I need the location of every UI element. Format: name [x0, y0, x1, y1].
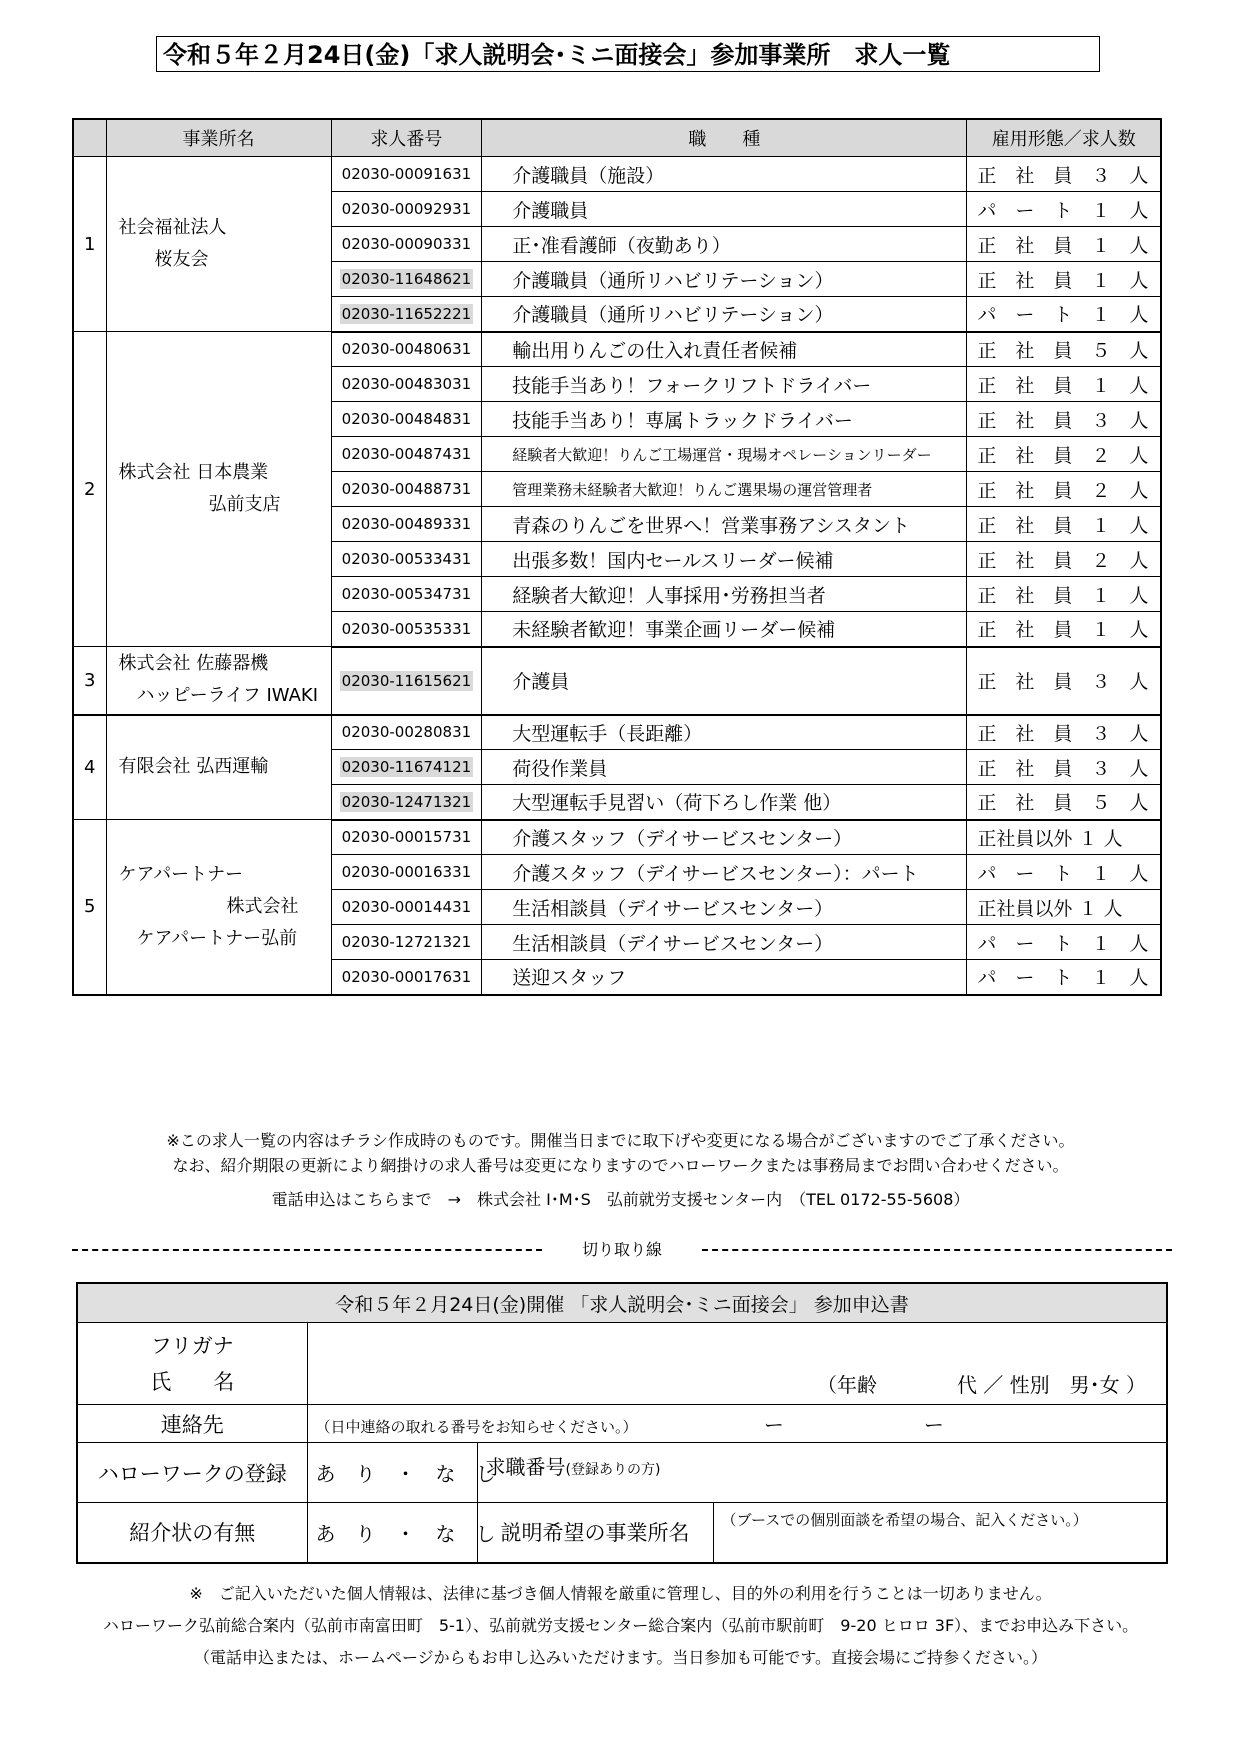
company-name: [106, 157, 331, 332]
job-number-cell: [331, 890, 482, 925]
cut-label: 切り取り線: [581, 1240, 662, 1259]
employment-type-count: 正 社 員 １ 人: [967, 367, 1161, 402]
job-number: 02030-00092931: [341, 200, 472, 218]
job-number-cell: [331, 297, 482, 332]
job-title: 大型運転手見習い（荷下ろし作業 他）: [482, 785, 967, 820]
cut-line: [72, 1238, 1172, 1262]
job-number-cell: [331, 820, 482, 855]
employment-type-count: 正 社 員 ２ 人: [967, 542, 1161, 577]
name-label-cell: [77, 1323, 307, 1405]
table-row: [73, 157, 1161, 192]
employment-type-count: 正 社 員 １ 人: [967, 262, 1161, 297]
seeker-number-field[interactable]: [477, 1443, 1167, 1503]
job-number: 02030-00091631: [341, 165, 472, 183]
job-title: 介護員: [482, 647, 967, 715]
job-number-cell: [331, 367, 482, 402]
table-row: [73, 715, 1161, 750]
job-listing-body: [73, 157, 1161, 995]
company-number: 2: [73, 332, 106, 647]
job-title: 正･准看護師（夜勤あり）: [482, 227, 967, 262]
company-name: [106, 820, 331, 995]
employment-type-count: 正 社 員 ３ 人: [967, 750, 1161, 785]
employment-type-count: 正 社 員 ５ 人: [967, 785, 1161, 820]
disclaimer-notes: [0, 1128, 1241, 1212]
company-name-line: 有限会社 弘西運輸: [118, 756, 269, 778]
header-company: 事業所名: [106, 119, 331, 157]
application-form: [76, 1282, 1168, 1564]
employment-type-count: 正 社 員 ５ 人: [967, 332, 1161, 367]
employment-type-count: 正 社 員 ２ 人: [967, 472, 1161, 507]
company-preference-field[interactable]: [713, 1503, 1167, 1563]
company-number: 3: [73, 647, 106, 715]
job-number: 02030-00484831: [341, 410, 472, 428]
job-title: 青森のりんごを世界へ！営業事務アシスタント: [482, 507, 967, 542]
header-job-number: 求人番号: [331, 119, 482, 157]
employment-type-count: 正 社 員 ２ 人: [967, 437, 1161, 472]
table-header-row: [73, 119, 1161, 157]
job-title: 送迎スタッフ: [482, 960, 967, 995]
contact-hint: （日中連絡の取れる番号をお知らせください。）: [315, 1418, 638, 1436]
job-number: 02030-00489331: [341, 515, 472, 533]
job-title: 介護スタッフ（デイサービスセンター）: [482, 820, 967, 855]
cut-dash-right: [702, 1249, 1172, 1251]
company-name-line: 桜友会: [118, 249, 209, 270]
company-name: [106, 647, 331, 715]
employment-type-count: 正 社 員 ３ 人: [967, 715, 1161, 750]
job-number: 02030-00017631: [341, 967, 472, 986]
job-number: 02030-12721321: [341, 933, 472, 951]
job-title: 生活相談員（デイサービスセンター）: [482, 925, 967, 960]
employment-type-count: 正 社 員 ３ 人: [967, 647, 1161, 715]
age-gender-field[interactable]: （年齢 代 ／ 性別 男･女 ）: [816, 1373, 1147, 1397]
header-employment: 雇用形態／求人数: [967, 119, 1161, 157]
company-number: 4: [73, 715, 106, 820]
table-row: [73, 647, 1161, 715]
seeker-number-label: 求職番号: [485, 1455, 566, 1479]
job-number-cell: [331, 542, 482, 577]
phone-note: 電話申込はこちらまで → 株式会社 I･M･S 弘前就労支援センター内 （TEL 0172-55-5608）: [271, 1190, 970, 1209]
company-preference-hint: （ブースでの個別面談を希望の場合、記入ください。）: [721, 1511, 1088, 1529]
footer-line-1: ※ ご記入いただいた個人情報は、法律に基づき個人情報を厳重に管理し、目的外の利用を行うことは一切ありません。: [189, 1584, 1052, 1603]
job-number-cell: [331, 647, 482, 715]
note-line-1: ※この求人一覧の内容はチラシ作成時のものです。開催当日までに取下げや変更になる場合がございますのでご了承ください。: [166, 1131, 1075, 1150]
job-number-cell: [331, 507, 482, 542]
job-number: 02030-11652221: [341, 304, 472, 323]
job-title: 未経験者歓迎！事業企画リーダー候補: [482, 612, 967, 647]
job-title: 介護職員（施設）: [482, 157, 967, 192]
company-name-line: ケアパートナー: [118, 863, 244, 885]
job-title: 生活相談員（デイサービスセンター）: [482, 890, 967, 925]
company-name-line: 株式会社 佐藤器機: [118, 653, 269, 675]
job-number: 02030-00483031: [341, 375, 472, 393]
job-number-cell: [331, 612, 482, 647]
job-number-cell: [331, 157, 482, 192]
employment-type-count: パ ー ト １ 人: [967, 192, 1161, 227]
job-title: 輸出用りんごの仕入れ責任者候補: [482, 332, 967, 367]
job-number: 02030-00016331: [341, 863, 472, 881]
job-title: 経験者大歓迎！人事採用･労務担当者: [482, 577, 967, 612]
job-number-cell: [331, 192, 482, 227]
job-title: 介護スタッフ（デイサービスセンター）：パート: [482, 855, 967, 890]
referral-yes-no[interactable]: あ り ・ な し: [307, 1503, 477, 1563]
job-number-cell: [331, 227, 482, 262]
job-title: 経験者大歓迎！りんご工場運営・現場オペレーションリーダー: [482, 437, 967, 472]
seeker-number-hint: (登録ありの方): [565, 1462, 661, 1478]
job-number: 02030-00480631: [341, 340, 472, 359]
company-name-line: 社会福祉法人: [118, 217, 227, 238]
job-number-cell: [331, 262, 482, 297]
employment-type-count: 正 社 員 １ 人: [967, 577, 1161, 612]
job-number: 02030-00015731: [341, 828, 472, 847]
job-number-cell: [331, 577, 482, 612]
header-job-title: 職 種: [482, 119, 967, 157]
job-number-cell: [331, 715, 482, 750]
job-number: 02030-11648621: [341, 270, 472, 288]
job-number: 02030-00535331: [341, 619, 472, 638]
company-name-line: 弘前支店: [118, 494, 281, 515]
referral-label: 紹介状の有無: [77, 1503, 307, 1563]
employment-type-count: パ ー ト １ 人: [967, 297, 1161, 332]
job-number: 02030-00487431: [341, 445, 472, 463]
note-line-2: なお、紹介期限の更新により網掛けの求人番号は変更になりますのでハローワークまたは事務局までお問い合わせください。: [172, 1156, 1069, 1175]
hellowork-label: ハローワークの登録: [77, 1443, 307, 1503]
job-title: 出張多数！国内セールスリーダー候補: [482, 542, 967, 577]
name-field[interactable]: [307, 1323, 1167, 1405]
employment-type-count: 正 社 員 １ 人: [967, 612, 1161, 647]
job-number: 02030-00014431: [341, 898, 472, 916]
job-number: 02030-11674121: [341, 758, 472, 776]
job-number: 02030-00534731: [341, 585, 472, 603]
company-name-line: 株式会社 日本農業: [118, 462, 269, 483]
job-number: 02030-00533431: [341, 550, 472, 568]
contact-label: 連絡先: [77, 1405, 307, 1443]
job-number-cell: [331, 402, 482, 437]
job-number: 02030-11615621: [341, 671, 472, 690]
company-name-line: ケアパートナー弘前: [118, 927, 298, 949]
hellowork-yes-no[interactable]: あ り ・ な し: [307, 1443, 477, 1503]
company-name-line: 株式会社: [118, 895, 299, 917]
job-title: 技能手当あり！専属トラックドライバー: [482, 402, 967, 437]
job-title: 荷役作業員: [482, 750, 967, 785]
job-number: 02030-00488731: [341, 480, 472, 498]
company-preference-label: 説明希望の事業所名: [477, 1503, 713, 1563]
company-name-line: ハッピーライフ IWAKI: [118, 685, 318, 707]
employment-type-count: パ ー ト １ 人: [967, 855, 1161, 890]
company-number: 5: [73, 820, 106, 995]
employment-type-count: パ ー ト １ 人: [967, 960, 1161, 995]
job-number-cell: [331, 925, 482, 960]
footer-line-2: ハローワーク弘前総合案内（弘前市南富田町 5-1）、弘前就労支援センター総合案内（弘前市駅前町 9-20 ヒロロ 3F）、までお申込み下さい。: [102, 1616, 1139, 1635]
job-number-cell: [331, 960, 482, 995]
job-number-cell: [331, 472, 482, 507]
employment-type-count: 正 社 員 １ 人: [967, 507, 1161, 542]
job-number: 02030-00090331: [341, 235, 472, 253]
company-name: [106, 715, 331, 820]
job-title: 管理業務未経験者大歓迎！りんご選果場の運営管理者: [482, 472, 967, 507]
job-number: 02030-12471321: [341, 792, 472, 811]
contact-dashes: ー ー: [763, 1413, 944, 1437]
job-title: 介護職員（通所リハビリテーション）: [482, 262, 967, 297]
furigana-label: フリガナ: [150, 1333, 234, 1358]
employment-type-count: 正社員以外 １ 人: [967, 820, 1161, 855]
employment-type-count: 正社員以外 １ 人: [967, 890, 1161, 925]
company-number: 1: [73, 157, 106, 332]
table-row: [73, 820, 1161, 855]
contact-field[interactable]: [307, 1405, 1167, 1443]
job-listing-table: [72, 118, 1162, 996]
form-header: 令和５年２月24日(金)開催 「求人説明会･ミニ面接会」 参加申込書: [77, 1283, 1167, 1323]
employment-type-count: 正 社 員 １ 人: [967, 227, 1161, 262]
job-title: 技能手当あり！フォークリフトドライバー: [482, 367, 967, 402]
job-number-cell: [331, 855, 482, 890]
job-number-cell: [331, 437, 482, 472]
job-number-cell: [331, 785, 482, 820]
header-no: [73, 119, 106, 157]
company-name: [106, 332, 331, 647]
job-title: 大型運転手（長距離）: [482, 715, 967, 750]
employment-type-count: パ ー ト １ 人: [967, 925, 1161, 960]
job-title: 介護職員: [482, 192, 967, 227]
table-row: [73, 332, 1161, 367]
name-label: 氏 名: [150, 1369, 235, 1394]
footer-line-3: （電話申込または、ホームページからもお申し込みいただけます。当日参加も可能です。直接会場にご持参ください。）: [193, 1648, 1048, 1667]
job-title: 介護職員（通所リハビリテーション）: [482, 297, 967, 332]
privacy-footer: [0, 1578, 1241, 1674]
job-number-cell: [331, 750, 482, 785]
job-number-cell: [331, 332, 482, 367]
employment-type-count: 正 社 員 ３ 人: [967, 402, 1161, 437]
employment-type-count: 正 社 員 ３ 人: [967, 157, 1161, 192]
page-title: 令和５年２月24日(金)「求人説明会･ミニ面接会」参加事業所 求人一覧: [156, 36, 1100, 72]
job-number: 02030-00280831: [341, 723, 472, 742]
